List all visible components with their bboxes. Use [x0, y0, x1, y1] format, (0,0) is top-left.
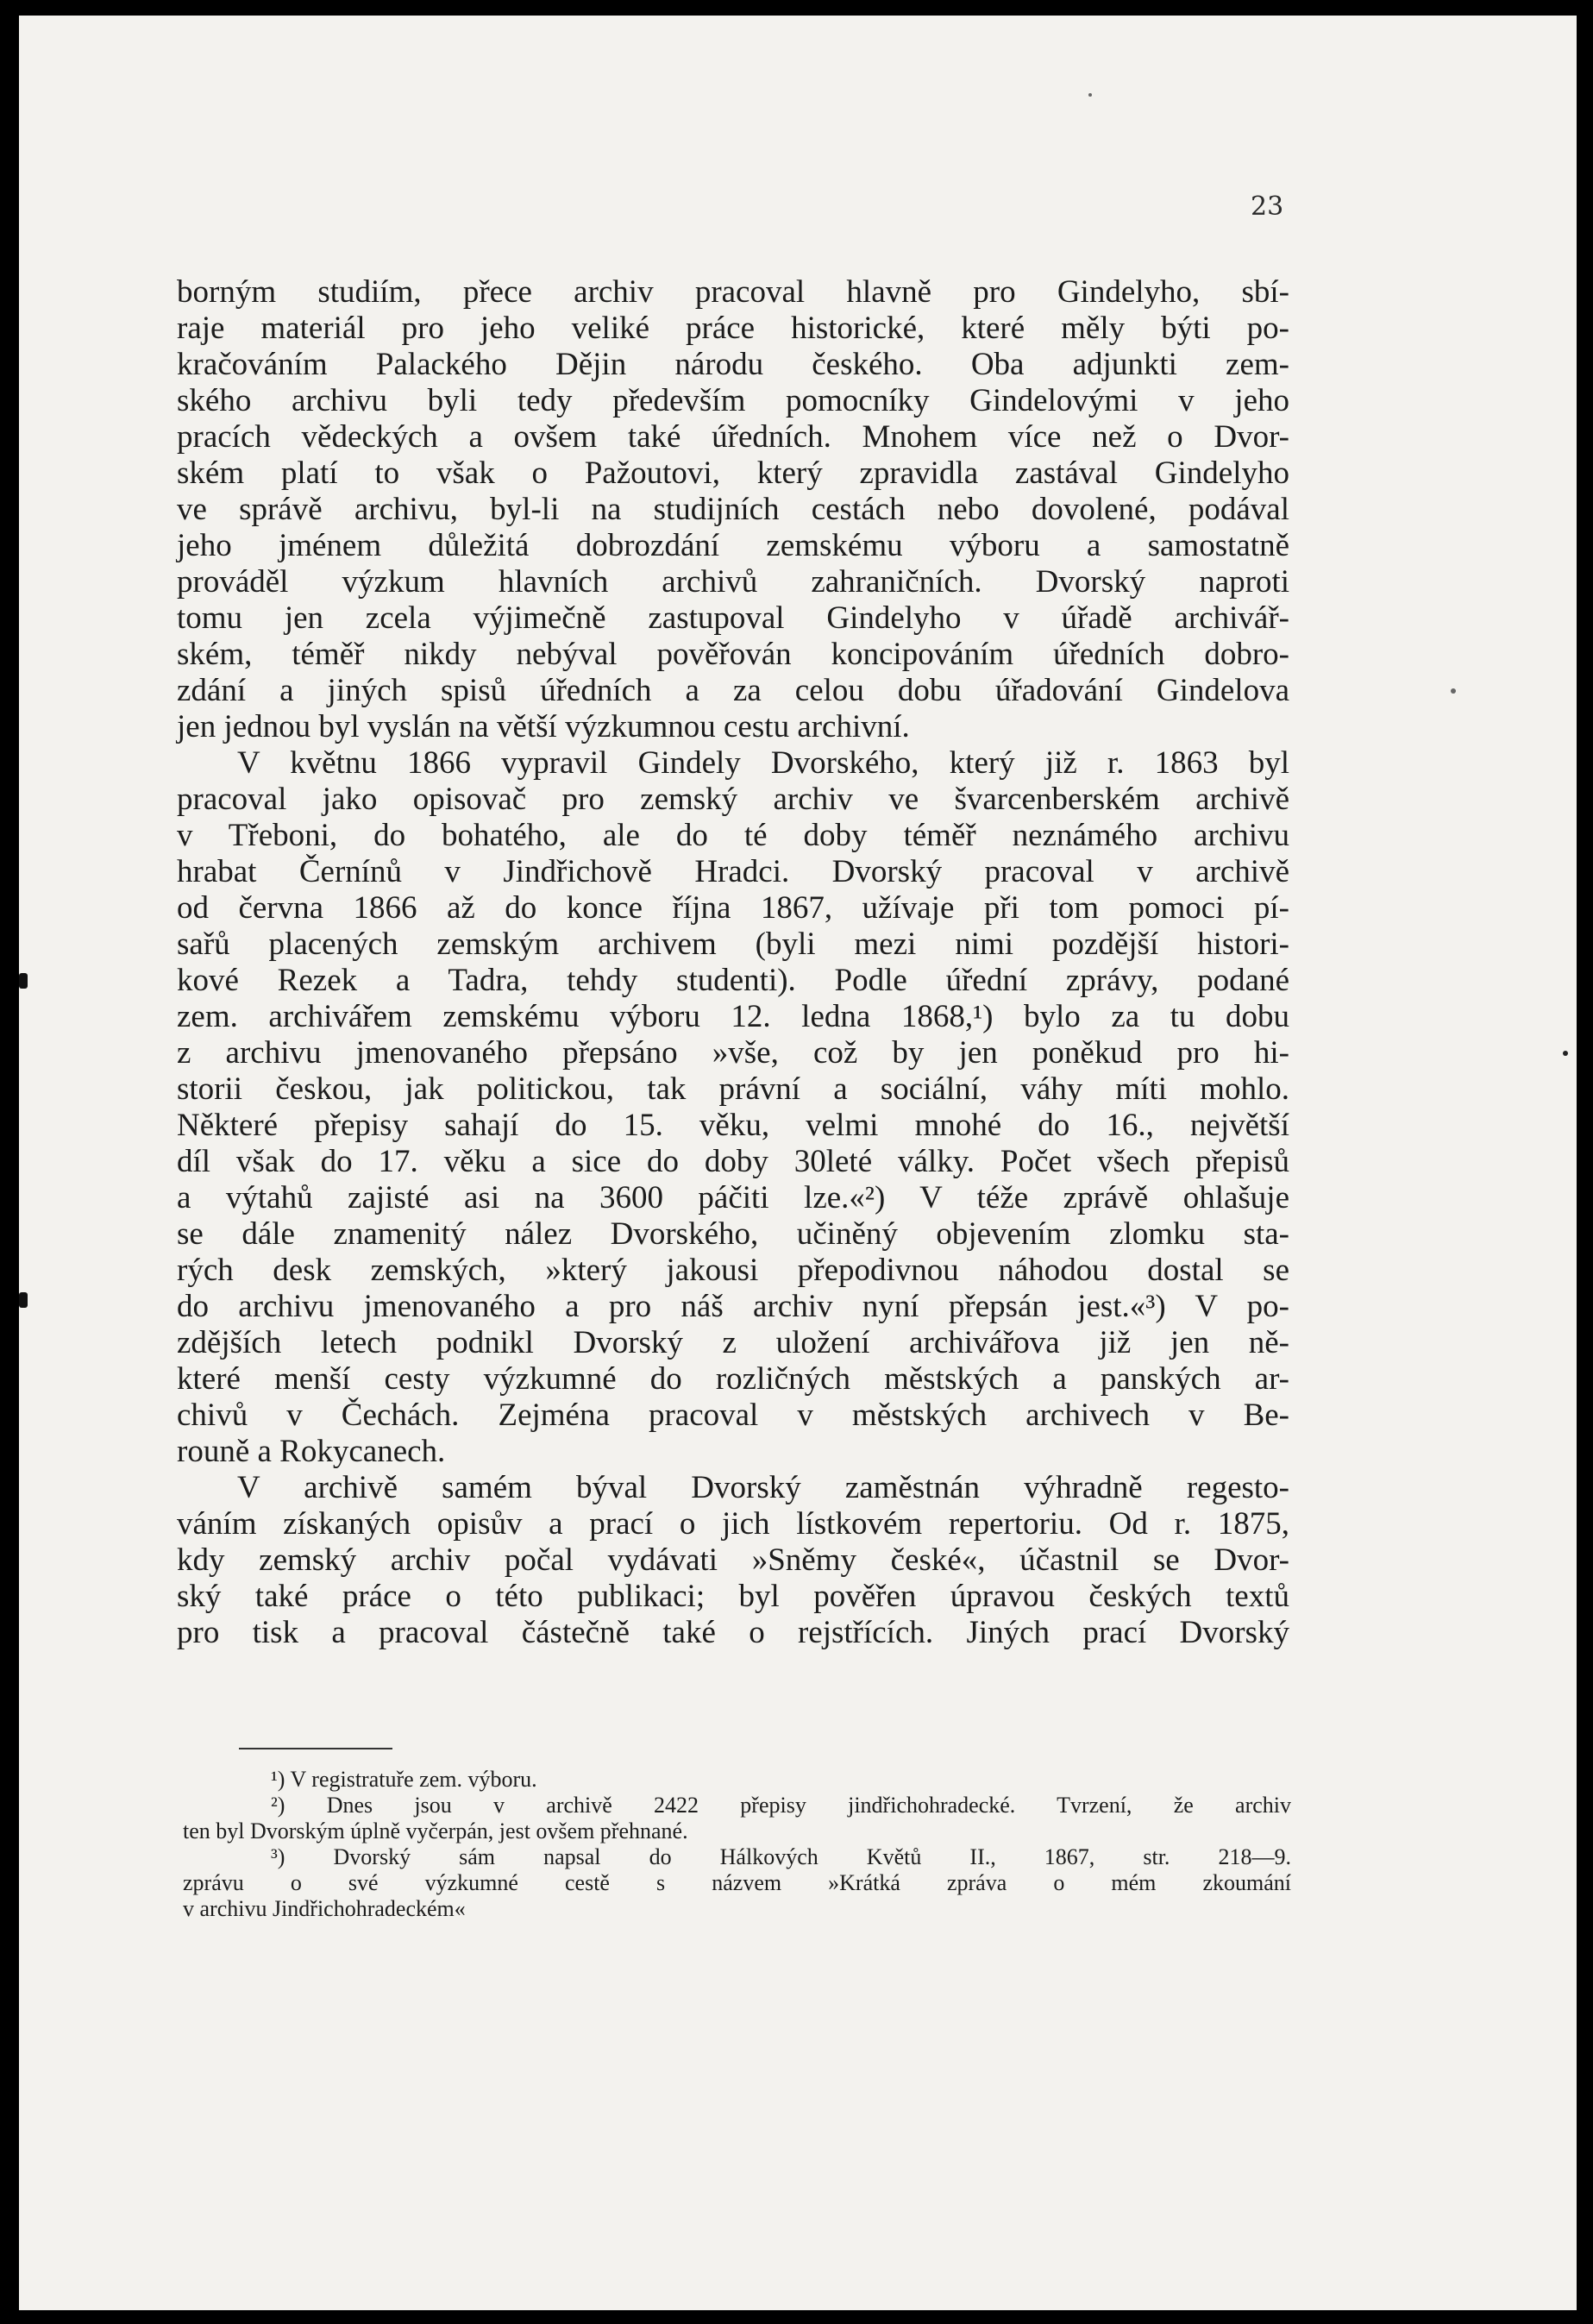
text-line: kdy zemský archiv počal vydávati »Sněmy české«, účastnil se Dvor- — [177, 1542, 1289, 1578]
text-line: jeho jménem důležitá dobrozdání zemskému výboru a samostatně — [177, 528, 1289, 563]
text-line: do archivu jmenovaného a pro náš archiv nyní přepsán jest.«³) V po- — [177, 1289, 1289, 1324]
text-line: díl však do 17. věku a sice do doby 30leté války. Počet všech přepisů — [177, 1144, 1289, 1179]
scanned-page — [19, 16, 1577, 2310]
text-line: rých desk zemských, »který jakousi přepodivnou náhodou dostal se — [177, 1253, 1289, 1288]
text-line: v Třeboni, do bohatého, ale do té doby téměř neznámého archivu — [177, 818, 1289, 853]
binding-mark — [19, 1292, 28, 1308]
scan-speck — [1088, 93, 1092, 97]
text-line: borným studiím, přece archiv pracoval hlavně pro Gindelyho, sbí- — [177, 274, 1289, 310]
footnote-2: ²) Dnes jsou v archivě 2422 přepisy jindřichohradecké. Tvrzení, že archiv — [271, 1793, 1291, 1818]
text-line: zdání a jiných spisů úředních a za celou dobu úřadování Gindelova — [177, 673, 1289, 708]
text-line: ve správě archivu, byl-li na studijních cestách nebo dovolené, podával — [177, 492, 1289, 527]
footnote-separator — [239, 1748, 392, 1749]
paragraph-start-line: V archivě samém býval Dvorský zaměstnán výhradně regesto- — [237, 1470, 1289, 1505]
text-line: a výtahů zajisté asi na 3600 páčiti lze.«²) V téže zprávě ohlašuje — [177, 1180, 1289, 1215]
binding-mark — [19, 973, 28, 989]
text-line: kračováním Palackého Dějin národu českého. Oba adjunkti zem- — [177, 347, 1289, 382]
footnote-3-continued: zprávu o své výzkumné cestě s názvem »Krátká zpráva o mém zkoumání — [183, 1870, 1291, 1895]
text-line: ském platí to však o Pažoutovi, který zpravidla zastával Gindelyho — [177, 455, 1289, 491]
text-line: od června 1866 až do konce října 1867, užívaje při tom pomoci pí- — [177, 890, 1289, 926]
text-line: sařů placených zemským archivem (byli mezi nimi pozdější histori- — [177, 926, 1289, 962]
footnote-3: ³) Dvorský sám napsal do Hálkových Květů II., 1867, str. 218—9. — [271, 1844, 1291, 1869]
text-line: pracích vědeckých a ovšem také úředních. Mnohem více než o Dvor- — [177, 419, 1289, 455]
footnotes — [183, 1767, 1291, 1922]
paragraph-end-line: jen jednou byl vyslán na větší výzkumnou cestu archivní. — [177, 709, 910, 744]
page-number: 23 — [1251, 192, 1284, 222]
text-line: pracoval jako opisovač pro zemský archiv ve švarcenberském archivě — [177, 782, 1289, 817]
text-line: se dále znamenitý nález Dvorského, učiněný objevením zlomku sta- — [177, 1216, 1289, 1252]
text-line: zdějších letech podnikl Dvorský z uložení archivářova již jen ně- — [177, 1325, 1289, 1360]
text-line: které menší cesty výzkumné do rozličných městských a panských ar- — [177, 1361, 1289, 1397]
text-line: chivů v Čechách. Zejména pracoval v městských archivech v Be- — [177, 1398, 1289, 1433]
text-line: váním získaných opisův a prací o jich lístkovém repertoriu. Od r. 1875, — [177, 1506, 1289, 1542]
scan-speck — [1563, 1051, 1568, 1056]
main-text — [177, 274, 1289, 1651]
text-line: ský také práce o této publikaci; byl pověřen úpravou českých textů — [177, 1579, 1289, 1614]
footnote-1: ¹) V registratuře zem. výboru. — [271, 1767, 537, 1792]
paragraph-end-line: rouně a Rokycanech. — [177, 1434, 446, 1469]
text-line: raje materiál pro jeho veliké práce historické, které měly býti po- — [177, 311, 1289, 346]
footnote-3-end: v archivu Jindřichohradeckém« — [183, 1896, 466, 1921]
text-line: tomu jen zcela výjimečně zastupoval Gindelyho v úřadě archivář- — [177, 600, 1289, 636]
text-line: kové Rezek a Tadra, tehdy studenti). Podle úřední zprávy, podané — [177, 963, 1289, 998]
scan-speck — [1451, 688, 1456, 694]
text-line: pro tisk a pracoval částečně také o rejstřících. Jiných prací Dvorský — [177, 1615, 1289, 1650]
text-line: Některé přepisy sahají do 15. věku, velmi mnohé do 16., největší — [177, 1108, 1289, 1143]
text-line: hrabat Černínů v Jindřichově Hradci. Dvorský pracoval v archivě — [177, 854, 1289, 889]
text-line: ském, téměř nikdy nebýval pověřován koncipováním úředních dobro- — [177, 637, 1289, 672]
paragraph-start-line: V květnu 1866 vypravil Gindely Dvorského, který již r. 1863 byl — [237, 745, 1289, 781]
text-line: storii českou, jak politickou, tak právní a sociální, váhy míti mohlo. — [177, 1071, 1289, 1107]
text-line: z archivu jmenovaného přepsáno »vše, což by jen poněkud pro hi- — [177, 1035, 1289, 1071]
footnote-2-continued: ten byl Dvorským úplně vyčerpán, jest ovšem přehnané. — [183, 1818, 688, 1843]
text-line: zem. archivářem zemskému výboru 12. ledna 1868,¹) bylo za tu dobu — [177, 999, 1289, 1034]
text-line: prováděl výzkum hlavních archivů zahraničních. Dvorský naproti — [177, 564, 1289, 600]
text-line: ského archivu byli tedy především pomocníky Gindelovými v jeho — [177, 383, 1289, 418]
